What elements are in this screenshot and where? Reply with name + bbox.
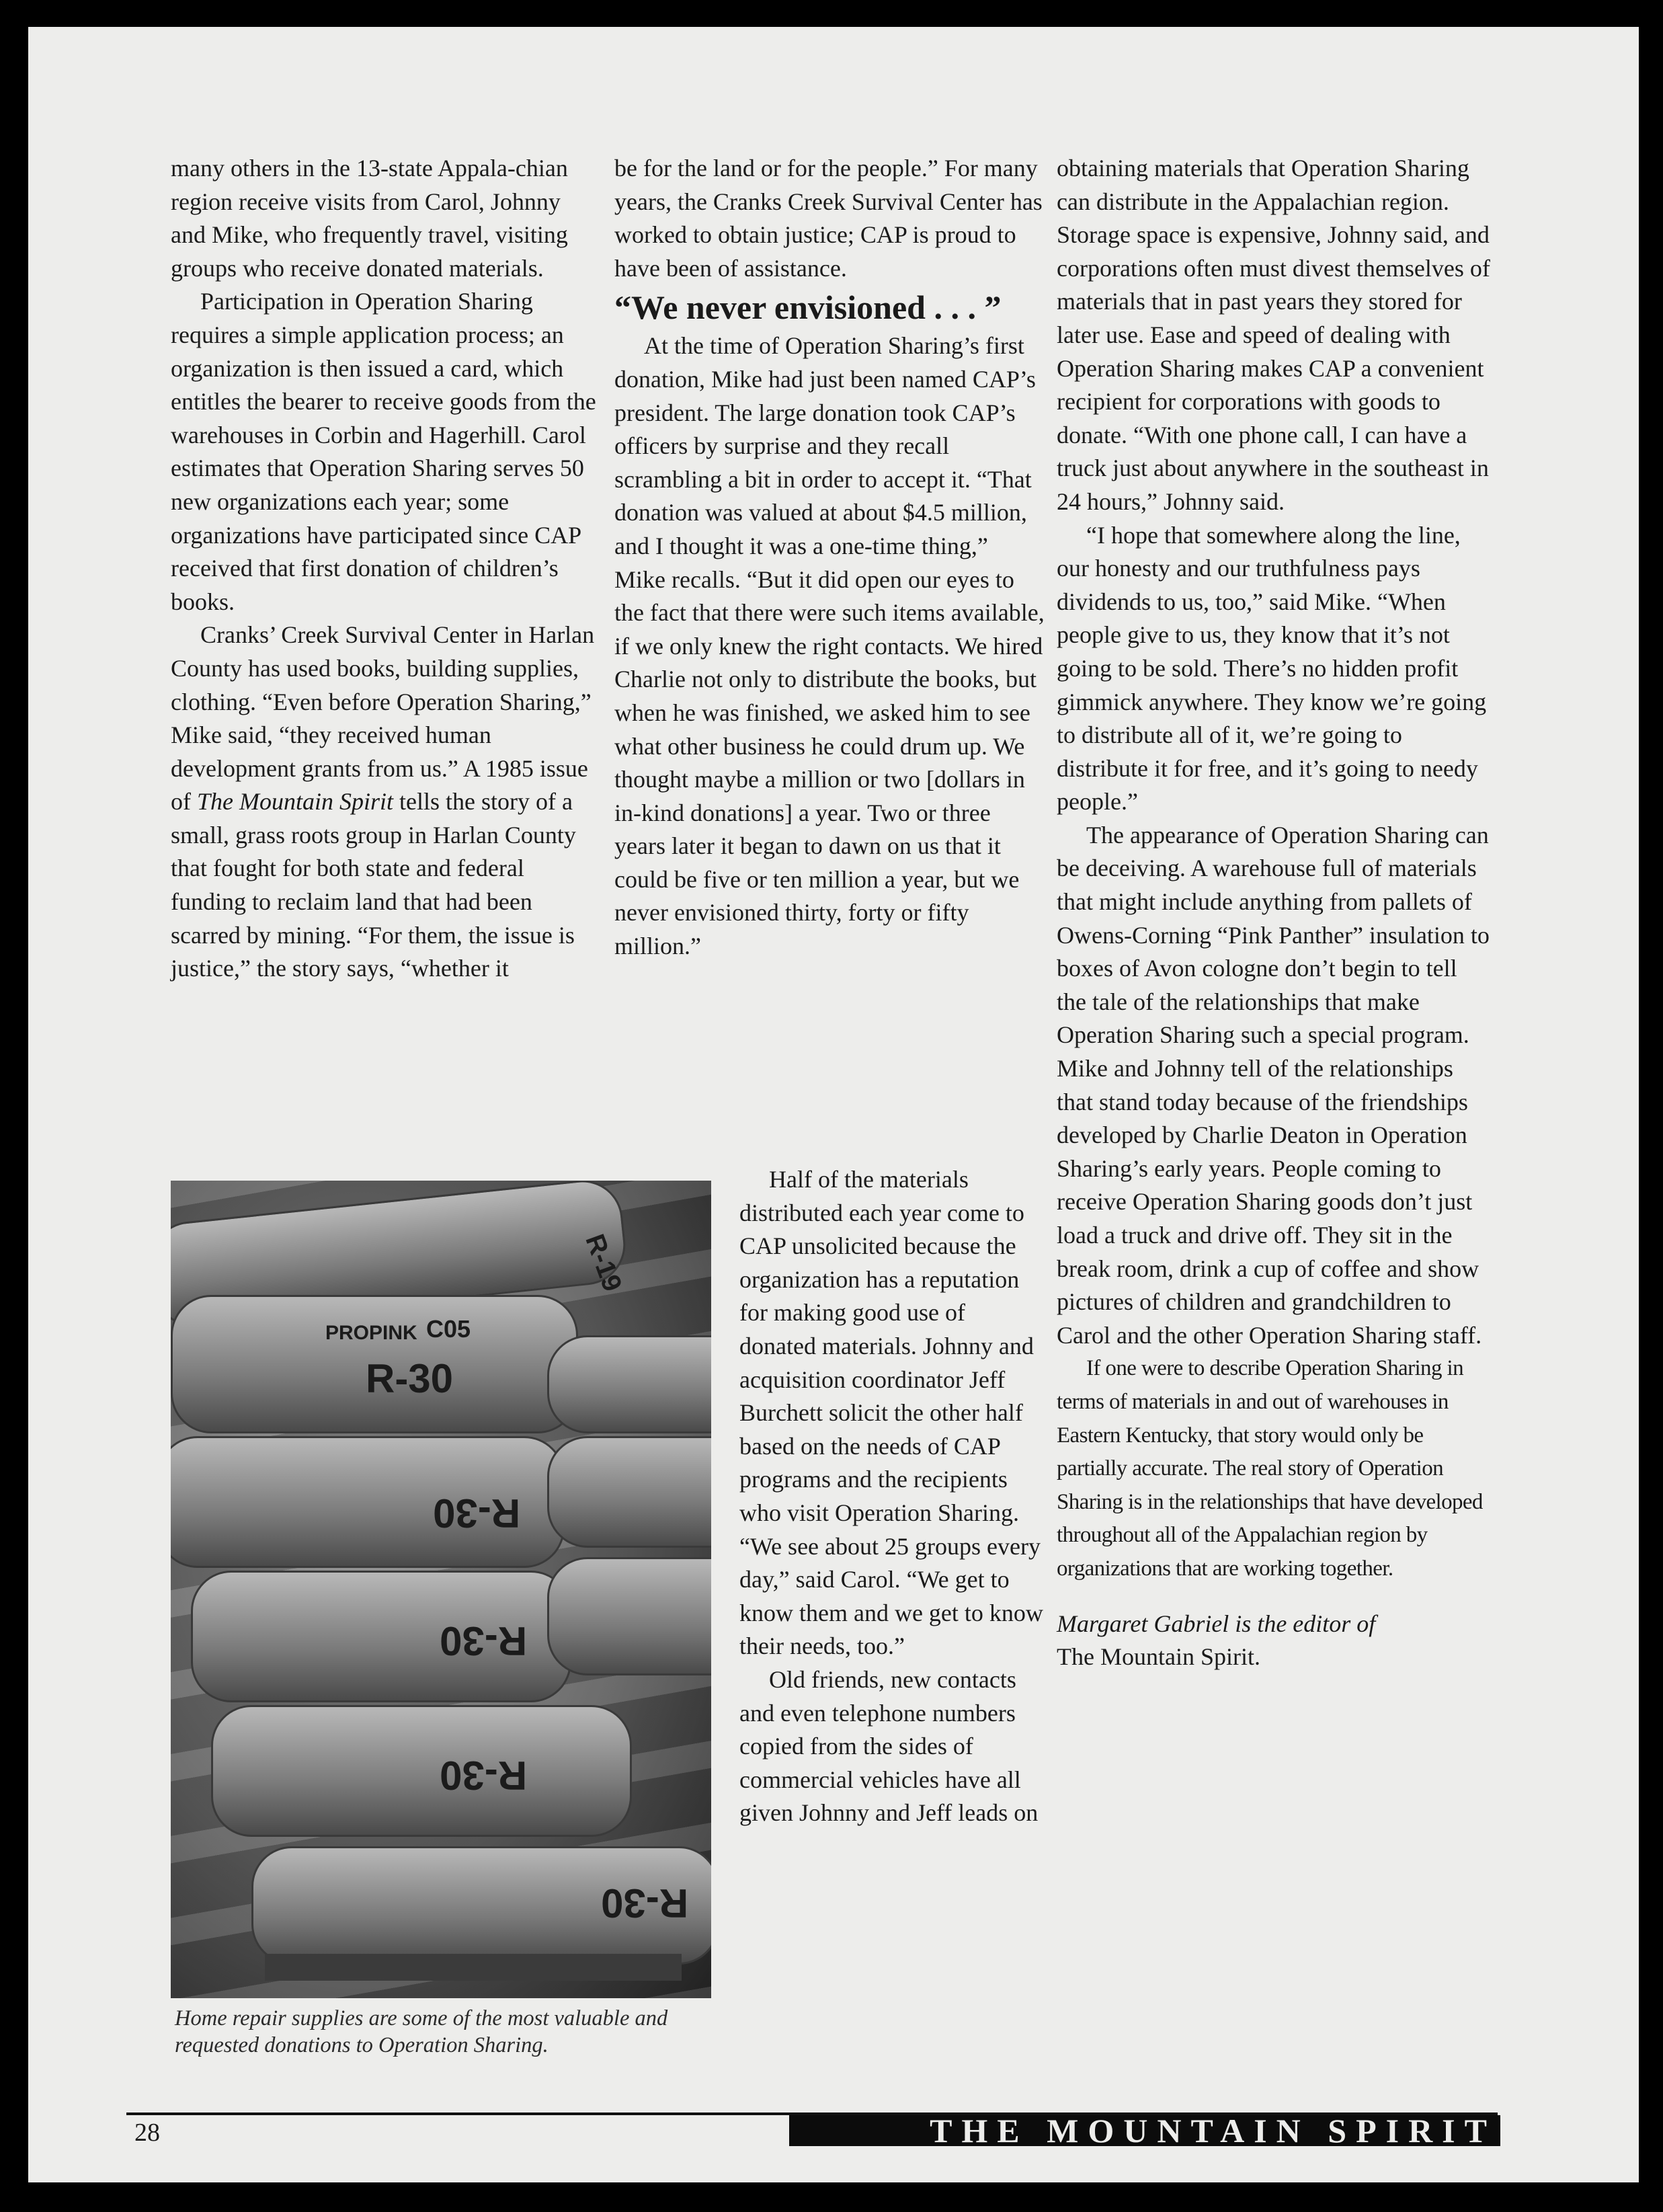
paragraph: Participation in Operation Sharing requires a simple application process; an organization is then issued a card, which entitles the bearer to receive goods from the warehouses in Corbin and Hagerhill. Carol estimates that Operation Sharing serves 50 new organizations each year; some organizations have participated since CAP received that first donation of children’s books. [171,288,596,615]
paragraph-text: tells the story of a small, grass roots group in Harlan County that fought for both state and federal funding to reclaim land that had been scarred by mining. “For them, the issue is justice,” the story says, “whether it [171,788,576,982]
bundle-label: R-30 [440,1753,528,1798]
article-column-3 [1057,152,1491,1674]
insulation-bundle [211,1705,632,1837]
paragraph: Old friends, new contacts and even telephone numbers copied from the sides of commercial vehicles have all given Johnny and Jeff leads on [739,1665,1039,1827]
article-column-2-lower [739,1163,1043,1830]
insulation-bundle [547,1335,711,1433]
photo-caption: Home repair supplies are some of the most valuable and requested donations to Operation Sharing. [175,2006,668,2057]
author-credit [1057,1608,1491,1674]
paragraph: “I hope that somewhere along the line, our honesty and our truthfulness pays dividends to us, too,” said Mike. “When people give to us, they know that it’s not going to be sold. There’s no hidden profit gimmick anywhere. They know we’re going to distribute all of it, we’re going to distribute it for free, and it’s going to needy people.” [1057,521,1487,816]
article-column-2 [614,152,1045,963]
bundle-label: R-30 [440,1618,528,1663]
insulation-bundle [547,1557,711,1675]
bundle-label: R-30 [366,1356,454,1401]
paragraph-text: Cranks’ Creek Survival Center in Harlan County has used books, building supplies, clothing. “Even before Operation Sharing,” Mike said, “they received human development grants from us.” A 1985 issue of [171,621,595,816]
paragraph [171,619,601,986]
paragraph: The appearance of Operation Sharing can be deceiving. A warehouse full of materials that might include anything from pallets of Owens-Corning “Pink Panther” insulation to boxes of Avon cologne don’t begin to tell the tale of the relationships that make Operation Sharing such a special program. Mike and Johnny tell of the relationships that stand today because of the friendships developed by Charlie Deaton in Operation Sharing’s early years. People coming to receive Operation Sharing goods don’t just load a truck and drive off. They sit in the break room, drink a cup of coffee and show pictures of children and grandchildren to Carol and the other Operation Sharing staff. [1057,821,1490,1349]
insulation-bundle [547,1436,711,1548]
publication-title: The Mountain Spirit. [1057,1643,1260,1671]
paragraph: If one were to describe Operation Sharing in terms of materials in and out of warehouses in Eastern Kentucky, that story would only be partially accurate. The real story of Operation Sharing is in the relationships that have developed throughout all of the Appalachian region by organizations that are working together. [1057,1356,1483,1581]
masthead-bar: THE MOUNTAIN SPIRIT [789,2115,1500,2146]
bundle-label: C05 [426,1315,471,1343]
bundle-label: R-19 [579,1230,628,1296]
section-heading: “We never envisioned . . . ” [614,288,1002,327]
paragraph: be for the land or for the people.” For many years, the Cranks Creek Survival Center has worked to obtain justice; CAP is proud to have been of assistance. [614,155,1043,282]
paragraph: many others in the 13-state Appala-chian region receive visits from Carol, Johnny and Mike, who frequently travel, visiting groups who receive donated materials. [171,155,568,282]
bundle-label: PROPINK [325,1322,417,1344]
paragraph: Half of the materials distributed each year come to CAP unsolicited because the organization has a reputation for making good use of donated materials. Johnny and acquisition coordinator Jeff Burchett solicit the other half based on the needs of CAP programs and the recipients who visit Operation Sharing. “We see about 25 groups every day,” said Carol. “We get to know them and we get to know their needs, too.” [739,1166,1043,1660]
pallet [265,1954,682,1981]
bundle-label: R-30 [433,1491,521,1536]
paragraph: obtaining materials that Operation Sharing can distribute in the Appalachian region. Storage space is expensive, Johnny said, and corporations often must divest themselves of materials that in past years they stored for later use. Ease and speed of dealing with Operation Sharing makes CAP a convenient recipient for corporations with goods to donate. “With one phone call, I can have a truck just about anywhere in the southeast in 24 hours,” Johnny said. [1057,155,1490,515]
bundle-label: R-30 [601,1881,689,1926]
magazine-page [28,27,1639,2182]
author-credit-text: Margaret Gabriel is the editor of [1057,1610,1376,1637]
publication-title: The Mountain Spirit [197,788,394,816]
article-column-1 [171,152,601,986]
paragraph: At the time of Operation Sharing’s first donation, Mike had just been named CAP’s president. The large donation took CAP’s officers by surprise and they recall scrambling a bit in order to accept it. “That donation was valued at about $4.5 million, and I thought it was a one-time thing,” Mike recalls. “But it did open our eyes to the fact that there were such items available, if we only knew the right contacts. We hired Charlie not only to distribute the books, but when he was finished, we asked him to see what other business he could drum up. We thought maybe a million or two [dollars in in-kind donations] a year. Two or three years later it began to dawn on us that it could be five or ten million a year, but we never envisioned thirty, forty or fifty million.” [614,332,1045,960]
page-number: 28 [134,2119,160,2147]
insulation-photo [171,1181,711,1998]
